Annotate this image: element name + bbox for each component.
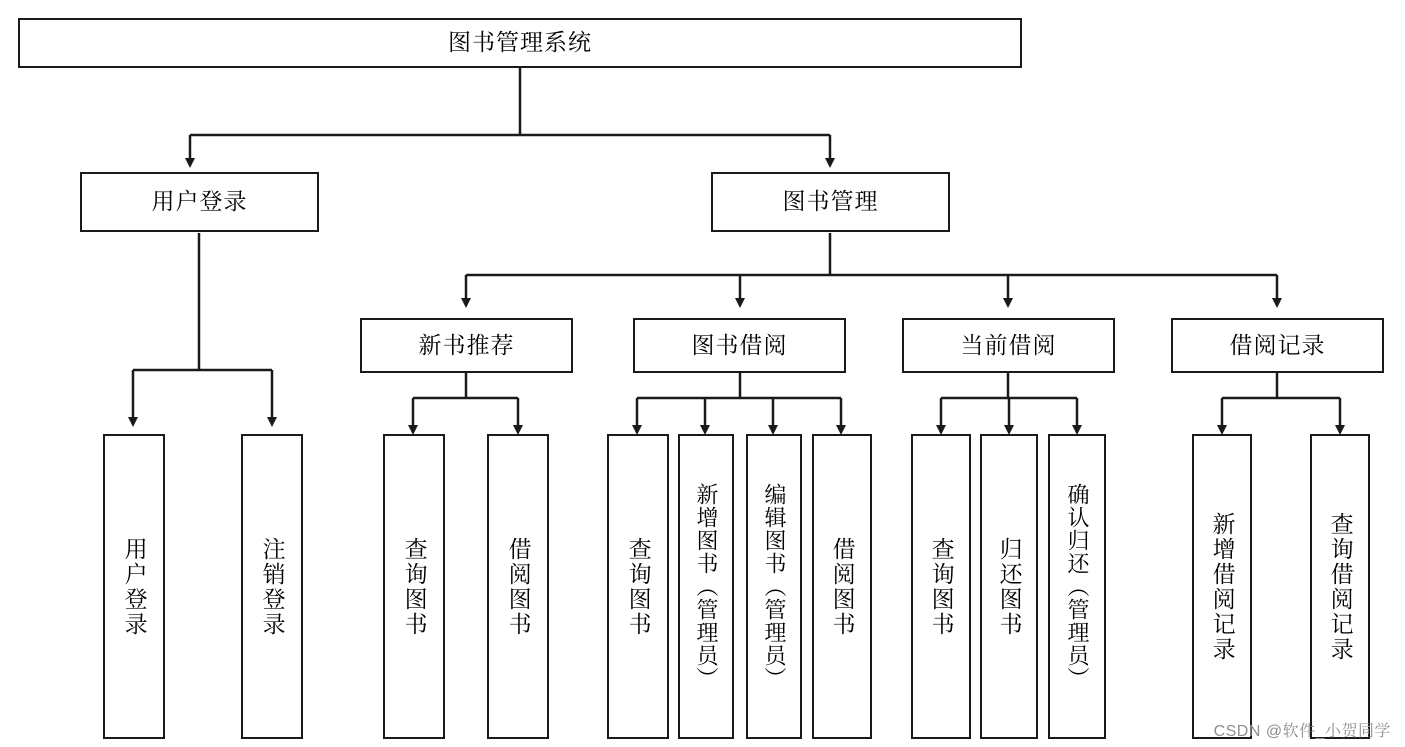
node-new-book-recommend[interactable]: 新书推荐 [360, 318, 573, 373]
node-root[interactable]: 图书管理系统 [18, 18, 1022, 68]
node-current-query-book[interactable]: 查询图书 [911, 434, 971, 739]
node-logout[interactable]: 注销登录 [241, 434, 303, 739]
node-login-user[interactable]: 用户登录 [103, 434, 165, 739]
node-user-login[interactable]: 用户登录 [80, 172, 319, 232]
node-current-confirm-return[interactable]: 确认归还（管理员） [1048, 434, 1106, 739]
node-rec-query-book[interactable]: 查询图书 [383, 434, 445, 739]
node-book-management[interactable]: 图书管理 [711, 172, 950, 232]
node-record-add[interactable]: 新增借阅记录 [1192, 434, 1252, 739]
node-borrow-edit-book[interactable]: 编辑图书（管理员） [746, 434, 802, 739]
node-borrow-record[interactable]: 借阅记录 [1171, 318, 1384, 373]
node-book-borrow[interactable]: 图书借阅 [633, 318, 846, 373]
node-borrow-lend-book[interactable]: 借阅图书 [812, 434, 872, 739]
node-borrow-query-book[interactable]: 查询图书 [607, 434, 669, 739]
node-record-query[interactable]: 查询借阅记录 [1310, 434, 1370, 739]
node-current-borrow[interactable]: 当前借阅 [902, 318, 1115, 373]
node-current-return-book[interactable]: 归还图书 [980, 434, 1038, 739]
watermark: CSDN @软件_小贺同学 [1213, 723, 1391, 740]
node-borrow-add-book[interactable]: 新增图书（管理员） [678, 434, 734, 739]
node-rec-borrow-book[interactable]: 借阅图书 [487, 434, 549, 739]
